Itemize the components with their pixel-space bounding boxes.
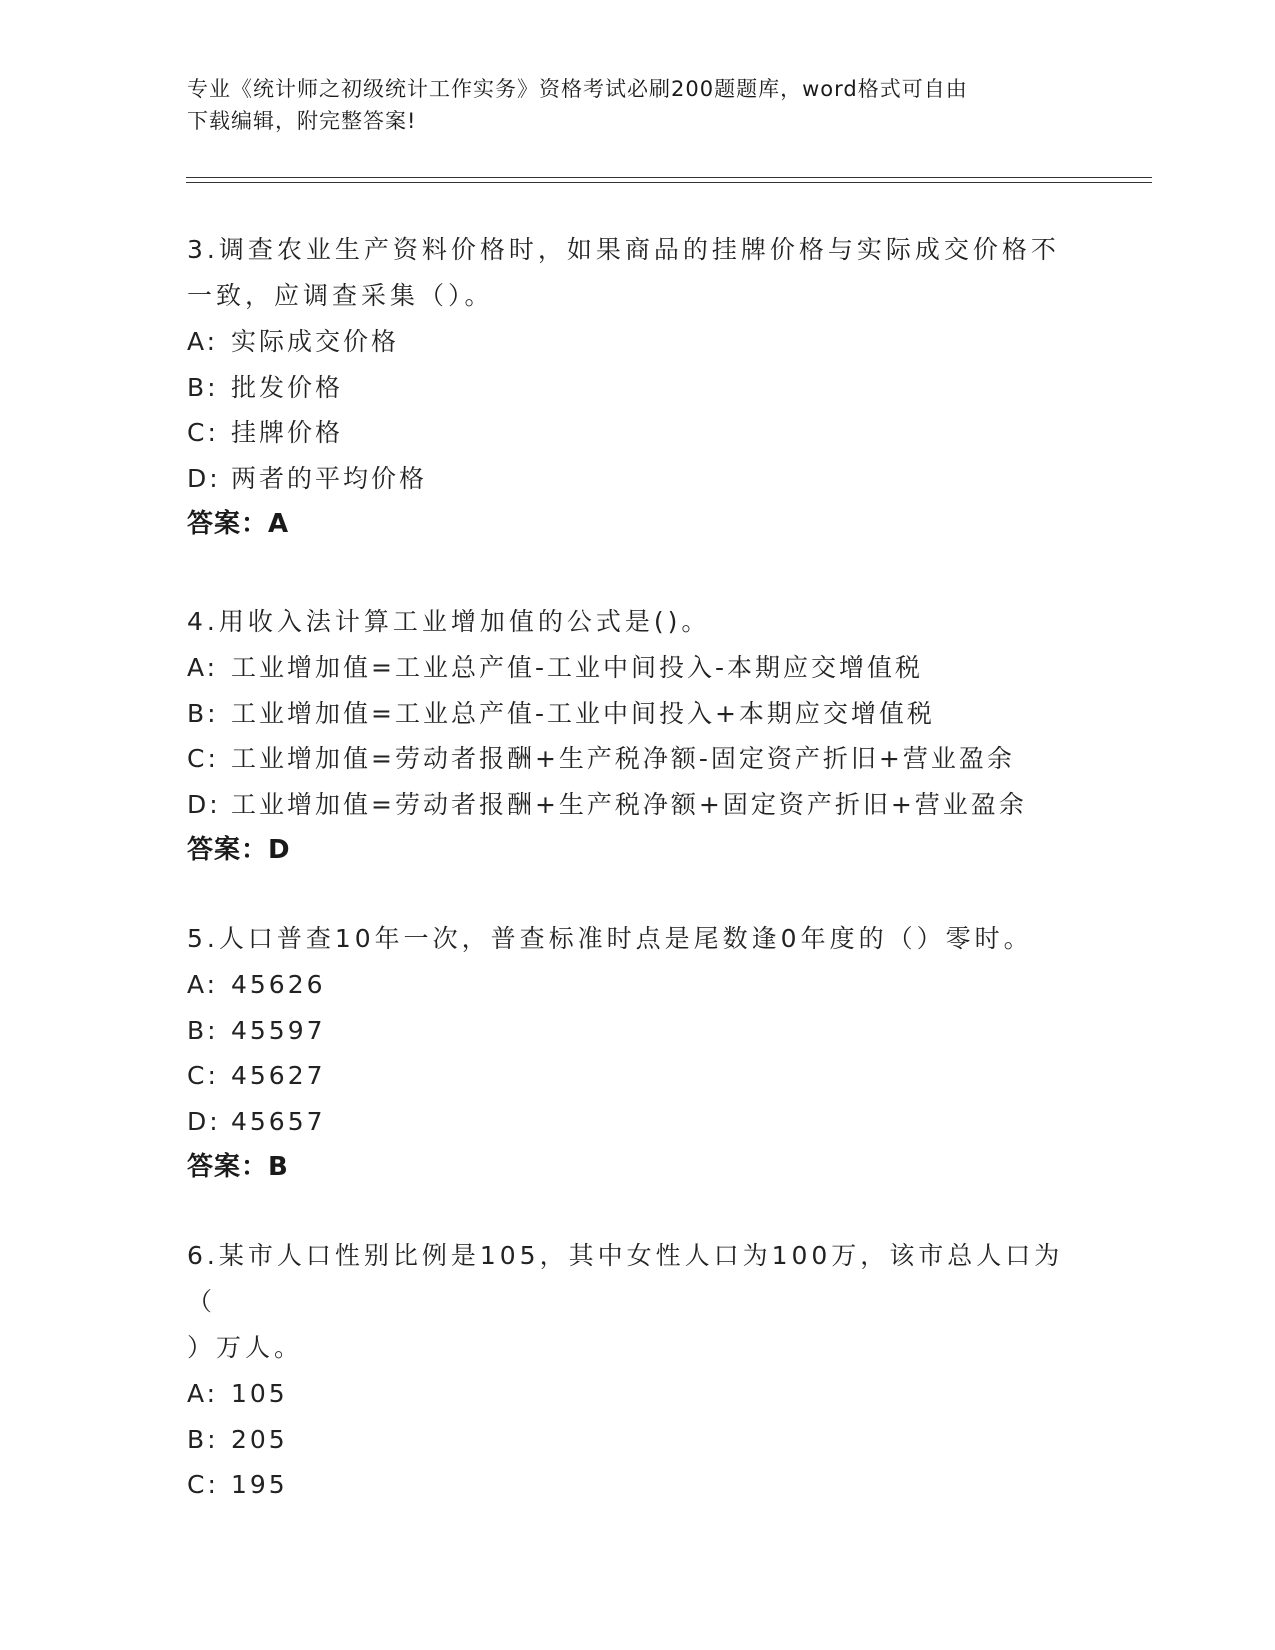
option-key: A: xyxy=(187,970,219,999)
option-c xyxy=(187,410,1087,456)
header-line-2: 下载编辑，附完整答案! xyxy=(187,109,417,133)
option-b xyxy=(187,1008,1087,1054)
option-text: 45626 xyxy=(231,970,326,999)
option-key: B: xyxy=(187,1015,219,1045)
option-text: 105 xyxy=(231,1379,288,1408)
question-5 xyxy=(187,916,1087,1190)
option-key: B: xyxy=(187,372,219,402)
option-text: 挂牌价格 xyxy=(231,418,344,447)
header-divider-bottom xyxy=(186,182,1152,183)
option-key: D: xyxy=(187,789,221,819)
option-key: C: xyxy=(187,744,219,773)
question-text-line-1: 4.用收入法计算工业增加值的公式是()。 xyxy=(187,607,711,636)
option-text: 实际成交价格 xyxy=(231,327,400,356)
option-key: C: xyxy=(187,418,219,447)
option-a xyxy=(187,319,1087,365)
question-text-line-2: 一致，应调查采集（）。 xyxy=(187,281,494,310)
option-text: 工业增加值=工业总产值-工业中间投入+本期应交增值税 xyxy=(231,698,935,728)
header-line-1: 专业《统计师之初级统计工作实务》资格考试必刷200题题库，word格式可自由 xyxy=(187,77,968,101)
answer-label: 答案：A xyxy=(187,509,290,539)
option-key: D: xyxy=(187,1106,221,1136)
option-text: 两者的平均价格 xyxy=(231,463,428,493)
option-b xyxy=(187,691,1087,737)
option-key: B: xyxy=(187,1424,219,1454)
option-text: 45627 xyxy=(231,1061,326,1090)
option-text: 45597 xyxy=(231,1015,326,1045)
option-c xyxy=(187,1462,1087,1508)
option-d xyxy=(187,1099,1087,1145)
option-text: 工业增加值=工业总产值-工业中间投入-本期应交增值税 xyxy=(231,653,923,682)
option-text: 45657 xyxy=(231,1106,326,1136)
question-3 xyxy=(187,227,1087,547)
option-key: A: xyxy=(187,653,219,682)
option-text: 工业增加值=劳动者报酬+生产税净额-固定资产折旧+营业盈余 xyxy=(231,744,1015,773)
option-b xyxy=(187,1417,1087,1463)
option-key: D: xyxy=(187,463,221,493)
question-4 xyxy=(187,599,1087,873)
option-d xyxy=(187,782,1087,828)
option-key: B: xyxy=(187,698,219,728)
option-a xyxy=(187,962,1087,1008)
option-d xyxy=(187,456,1087,502)
option-key: A: xyxy=(187,327,219,356)
option-key: C: xyxy=(187,1061,219,1090)
question-text-line-1: 6.某市人口性别比例是105，其中女性人口为100万，该市总人口为（ xyxy=(187,1241,1064,1316)
answer-label: 答案：B xyxy=(187,1152,289,1182)
header-divider-top xyxy=(186,177,1152,178)
answer-label: 答案：D xyxy=(187,835,291,865)
option-key: A: xyxy=(187,1379,219,1408)
option-text: 工业增加值=劳动者报酬+生产税净额+固定资产折旧+营业盈余 xyxy=(231,789,1027,819)
option-text: 205 xyxy=(231,1424,288,1454)
question-6 xyxy=(187,1233,1087,1508)
option-key: C: xyxy=(187,1470,219,1499)
option-c xyxy=(187,1053,1087,1099)
option-c xyxy=(187,736,1087,782)
option-a xyxy=(187,645,1087,691)
option-b xyxy=(187,365,1087,411)
question-text-line-2: ）万人。 xyxy=(187,1333,304,1362)
question-text-line-1: 5.人口普查10年一次，普查标准时点是尾数逢0年度的（）零时。 xyxy=(187,924,1033,953)
option-text: 195 xyxy=(231,1470,288,1499)
option-a xyxy=(187,1371,1087,1417)
option-text: 批发价格 xyxy=(231,372,344,402)
document-header xyxy=(187,73,1087,137)
question-text-line-1: 3.调查农业生产资料价格时，如果商品的挂牌价格与实际成交价格不 xyxy=(187,235,1060,264)
